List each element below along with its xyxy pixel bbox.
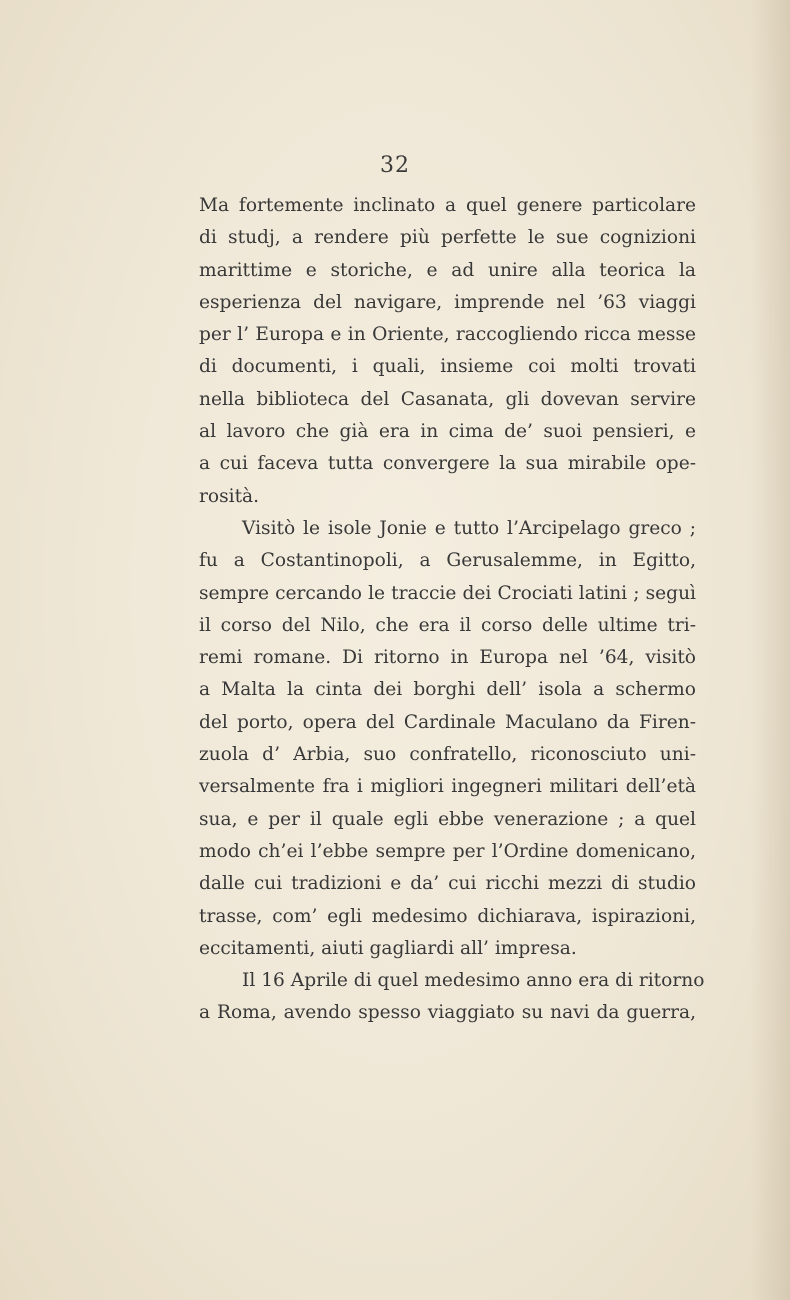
text-line: a cui faceva tutta convergere la sua mirabile ope- [199,453,696,475]
text-line: per l’ Europa e in Oriente, raccogliendo ricca messe [199,324,696,346]
text-line: di documenti, i quali, insieme coi molti trovati [199,356,696,378]
text-line: di studj, a rendere più perfette le sue cognizioni [199,227,696,249]
text-line: modo ch’ei l’ebbe sempre per l’Ordine domenicano, [199,840,696,862]
text-line: a Malta la cinta dei borghi dell’ isola a schermo [199,679,696,701]
text-line: marittime e storiche, e ad unire alla teorica la [199,259,696,281]
text-line: remi romane. Di ritorno in Europa nel ’64, visitò [199,647,696,669]
text-line: rosità. [199,485,260,507]
text-line: sempre cercando le traccie dei Crociati latini ; seguì [199,582,696,604]
text-line: zuola d’ Arbia, suo confratello, riconosciuto uni- [199,744,696,766]
text-line: del porto, opera del Cardinale Maculano da Firen- [199,711,696,733]
text-line: Il 16 Aprile di quel medesimo anno era di ritorno [242,970,705,992]
text-line: Ma fortemente inclinato a quel genere particolare [199,195,696,216]
body-text [199,190,705,1030]
page-edge-shadow [750,0,790,1300]
text-line: al lavoro che già era in cima de’ suoi pensieri, e [199,421,696,443]
text-line: sua, e per il quale egli ebbe venerazione ; a quel [199,808,696,830]
text-line: eccitamenti, aiuti gagliardi all’ impresa. [199,937,577,959]
text-line: dalle cui tradizioni e da’ cui ricchi mezzi di studio [199,873,696,895]
text-line: versalmente fra i migliori ingegneri militari dell’età [199,776,696,798]
text-line: trasse, com’ egli medesimo dichiarava, ispirazioni, [199,905,696,927]
text-line: il corso del Nilo, che era il corso delle ultime tri- [199,614,696,636]
text-line: Visitò le isole Jonie e tutto l’Arcipelago greco ; [242,517,696,539]
text-line: nella biblioteca del Casanata, gli dovevan servire [199,388,696,410]
text-line: fu a Costantinopoli, a Gerusalemme, in Egitto, [199,550,696,572]
text-line: a Roma, avendo spesso viaggiato su navi da guerra, [199,1002,696,1024]
page-number: 32 [380,153,410,178]
text-line: esperienza del navigare, imprende nel ’63 viaggi [199,291,696,313]
